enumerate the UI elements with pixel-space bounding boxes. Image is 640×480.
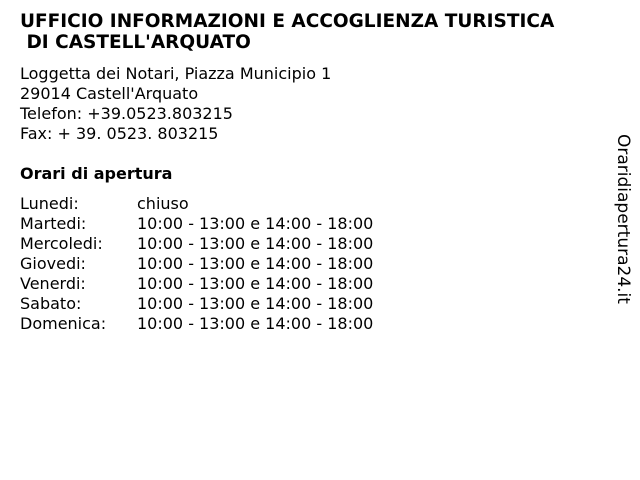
- hours-row-saturday: [20, 294, 373, 314]
- hours-row-thursday: [20, 254, 373, 274]
- hours-row-tuesday: [20, 214, 373, 234]
- fax-number: Fax: + 39. 0523. 803215: [20, 124, 219, 143]
- day-label: Lunedi:: [20, 194, 79, 213]
- day-label: Martedi:: [20, 214, 87, 233]
- day-hours: 10:00 - 13:00 e 14:00 - 18:00: [137, 234, 374, 253]
- office-contact-block: [20, 64, 331, 144]
- day-hours: 10:00 - 13:00 e 14:00 - 18:00: [137, 274, 374, 293]
- office-title: [20, 11, 640, 53]
- day-label: Giovedi:: [20, 254, 86, 273]
- day-label: Mercoledi:: [20, 234, 103, 253]
- day-hours: 10:00 - 13:00 e 14:00 - 18:00: [137, 254, 374, 273]
- site-watermark: Oraridiapertura24.it: [613, 134, 633, 304]
- office-title-line-2: DI CASTELL'ARQUATO: [20, 32, 251, 53]
- day-hours: chiuso: [137, 194, 189, 213]
- opening-hours-table: [20, 194, 373, 334]
- address-street: Loggetta dei Notari, Piazza Municipio 1: [20, 64, 332, 83]
- opening-hours-heading: Orari di apertura: [20, 164, 173, 183]
- day-hours: 10:00 - 13:00 e 14:00 - 18:00: [137, 314, 374, 333]
- day-label: Domenica:: [20, 314, 107, 333]
- address-city: 29014 Castell'Arquato: [20, 84, 199, 103]
- hours-row-monday: [20, 194, 373, 214]
- hours-row-friday: [20, 274, 373, 294]
- hours-row-sunday: [20, 314, 373, 334]
- day-label: Venerdi:: [20, 274, 86, 293]
- hours-row-wednesday: [20, 234, 373, 254]
- day-label: Sabato:: [20, 294, 82, 313]
- day-hours: 10:00 - 13:00 e 14:00 - 18:00: [137, 214, 374, 233]
- day-hours: 10:00 - 13:00 e 14:00 - 18:00: [137, 294, 374, 313]
- phone-number: Telefon: +39.0523.803215: [20, 104, 233, 123]
- office-title-line-1: UFFICIO INFORMAZIONI E ACCOGLIENZA TURISTICA: [20, 11, 555, 32]
